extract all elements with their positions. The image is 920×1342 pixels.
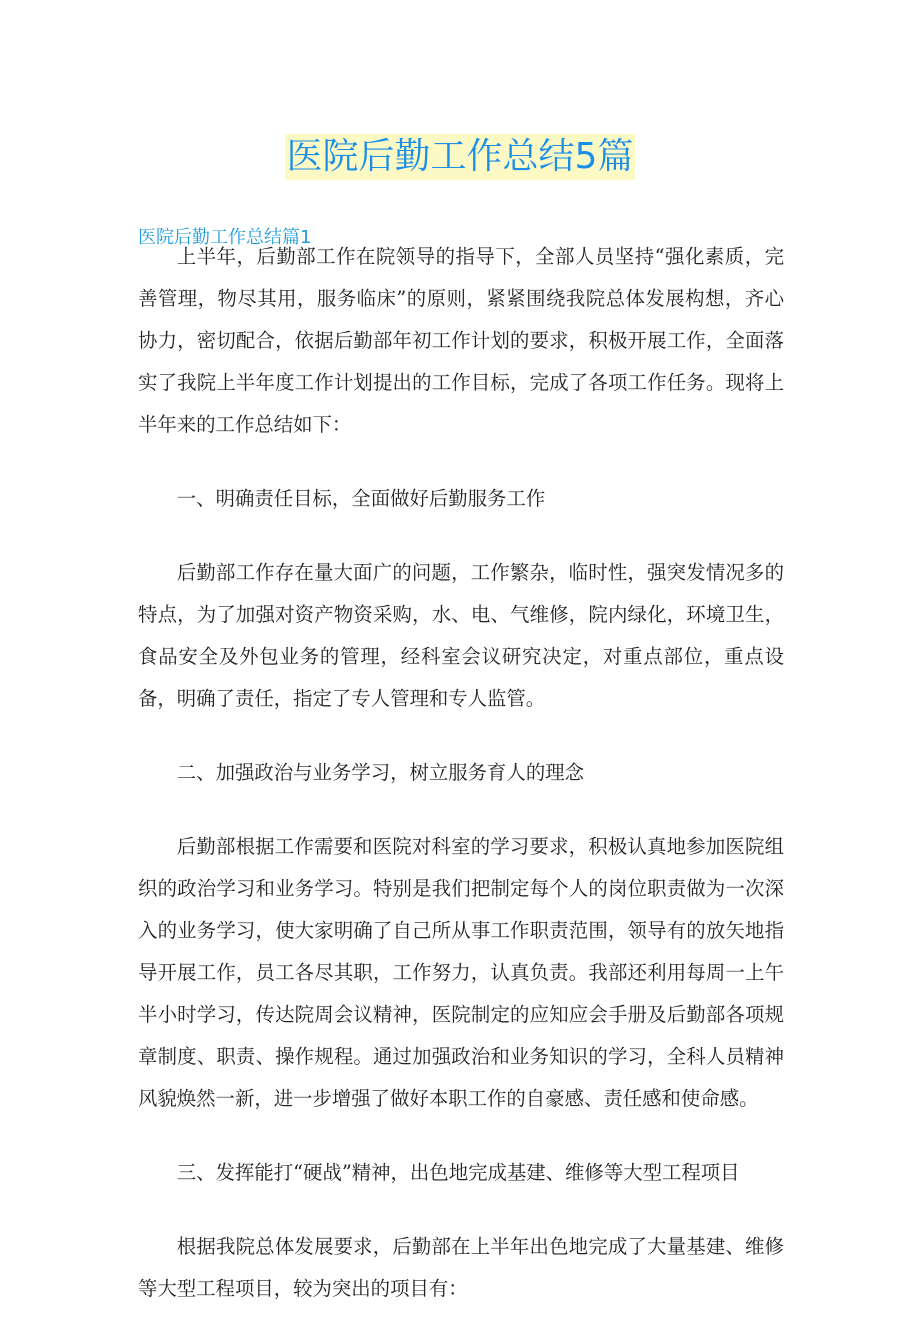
paragraph-intro: 上半年，后勤部工作在院领导的指导下，全部人员坚持“强化素质，完善管理，物尽其用，服务临床”的原则，紧紧围绕我院总体发展构想，齐心协力，密切配合，依据后勤部年初工作计划的要求，积极开展工作，全面落实了我院上半年度工作计划提出的工作目标，完成了各项工作任务。现将上半年来的工作总结如下： [138, 245, 784, 436]
title-container [0, 134, 920, 180]
heading-3: 三、发挥能打“硬战”精神，出色地完成基建、维修等大型工程项目 [176, 1161, 740, 1184]
paragraph: 根据我院总体发展要求，后勤部在上半年出色地完成了大量基建、维修等大型工程项目，较为突出的项目有： [138, 1235, 784, 1300]
document-body [138, 236, 784, 1342]
document-title: 医院后勤工作总结5篇 [285, 134, 636, 180]
heading-1: 一、明确责任目标，全面做好后勤服务工作 [176, 487, 546, 510]
section-title: 医院后勤工作总结篇1 [138, 227, 312, 248]
paragraph: 后勤部根据工作需要和医院对科室的学习要求，积极认真地参加医院组织的政治学习和业务学习。特别是我们把制定每个人的岗位职责做为一次深入的业务学习，使大家明确了自己所从事工作职责范围，领导有的放矢地指导开展工作，员工各尽其职，工作努力，认真负责。我部还利用每周一上午半小时学习，传达院周会议精神，医院制定的应知应会手册及后勤部各项规章制度、职责、操作规程。通过加强政治和业务知识的学习，全科人员精神风貌焕然一新，进一步增强了做好本职工作的自豪感、责任感和使命感。 [138, 835, 784, 1110]
paragraph: 后勤部工作存在量大面广的问题，工作繁杂，临时性，强突发情况多的特点，为了加强对资产物资采购，水、电、气维修，院内绿化，环境卫生，食品安全及外包业务的管理，经科室会议研究决定，对重点部位，重点设备，明确了责任，指定了专人管理和专人监管。 [138, 561, 784, 710]
heading-2: 二、加强政治与业务学习，树立服务育人的理念 [176, 761, 584, 784]
